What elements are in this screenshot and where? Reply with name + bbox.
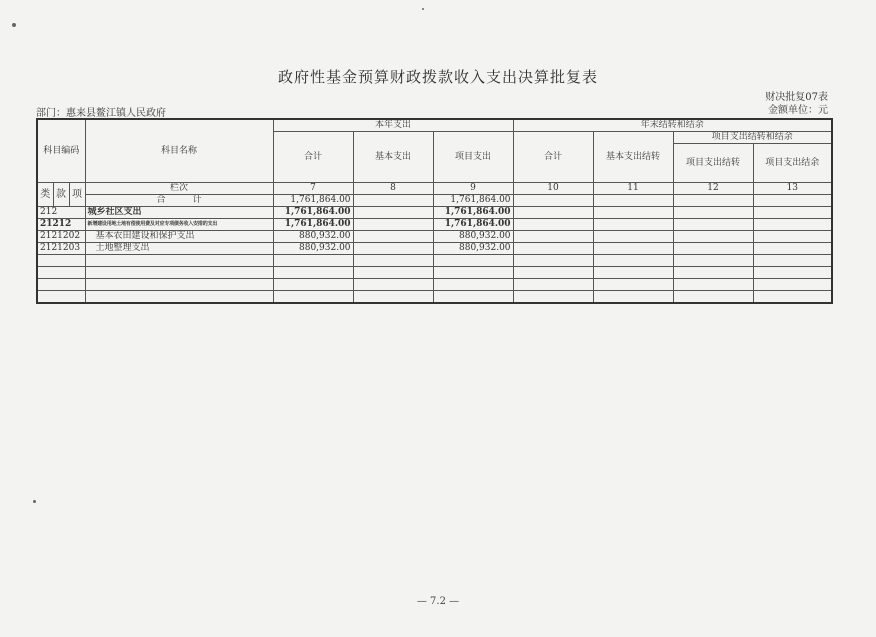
empty-cell: [273, 255, 353, 267]
header-project-carry: 项目支出结转: [673, 144, 753, 183]
empty-cell: [433, 255, 513, 267]
empty-cell: [753, 243, 832, 255]
row-project: 880,932.00: [433, 243, 513, 255]
header-year-end-balance: 年末结转和结余: [513, 119, 832, 132]
scan-speck: [12, 23, 16, 27]
header-subject-code: 科目编码: [37, 119, 85, 183]
header-item: 项: [69, 183, 85, 207]
empty-cell: [433, 279, 513, 291]
empty-cell: [353, 255, 433, 267]
row-basic: [353, 219, 433, 231]
row-total: 1,761,864.00: [273, 207, 353, 219]
empty-cell: [513, 219, 593, 231]
empty-row: [37, 267, 832, 279]
row-basic: [353, 243, 433, 255]
empty-cell: [37, 279, 85, 291]
empty-cell: [273, 267, 353, 279]
scan-speck: [422, 8, 424, 10]
empty-row: [37, 255, 832, 267]
empty-cell: [673, 279, 753, 291]
form-code: 财决批复07表: [765, 92, 828, 103]
row-project: 1,761,864.00: [433, 219, 513, 231]
header-row-1: [37, 119, 832, 132]
total-project: 1,761,864.00: [433, 195, 513, 207]
empty-cell: [753, 267, 832, 279]
department-label: 部门：惠来县鳌江镇人民政府: [36, 108, 166, 119]
header-project-balance: 项目支出结余: [753, 144, 832, 183]
scan-speck: [33, 500, 36, 503]
empty-cell: [433, 267, 513, 279]
column-index-11: 11: [593, 183, 673, 195]
empty-cell: [673, 243, 753, 255]
empty-cell: [513, 243, 593, 255]
row-basic: [353, 231, 433, 243]
empty-cell: [753, 195, 832, 207]
empty-cell: [593, 231, 673, 243]
table-row: [37, 207, 832, 219]
column-index-8: 8: [353, 183, 433, 195]
row-total: 880,932.00: [273, 231, 353, 243]
header-basic-expense: 基本支出: [353, 132, 433, 183]
header-total2: 合计: [513, 132, 593, 183]
empty-cell: [593, 255, 673, 267]
empty-cell: [753, 255, 832, 267]
page-number: — 7.2 —: [416, 596, 460, 607]
empty-cell: [37, 267, 85, 279]
empty-row: [37, 279, 832, 291]
row-code: 21212: [37, 219, 85, 231]
column-index-label: 栏次: [85, 183, 273, 195]
column-index-9: 9: [433, 183, 513, 195]
row-total: 880,932.00: [273, 243, 353, 255]
empty-cell: [593, 291, 673, 304]
table-row: [37, 219, 832, 231]
total-amount: 1,761,864.00: [273, 195, 353, 207]
page-title: 政府性基金预算财政拨款收入支出决算批复表: [277, 68, 598, 86]
empty-cell: [85, 255, 273, 267]
header-basic-carry: 基本支出结转: [593, 132, 673, 183]
empty-cell: [593, 195, 673, 207]
header-project-carry-group: 项目支出结转和结余: [673, 132, 832, 144]
empty-cell: [673, 291, 753, 304]
empty-cell: [433, 291, 513, 304]
empty-cell: [753, 231, 832, 243]
column-index-12: 12: [673, 183, 753, 195]
empty-cell: [673, 207, 753, 219]
settlement-table: [36, 118, 833, 304]
row-name: 土地整理支出: [85, 243, 273, 255]
empty-cell: [673, 195, 753, 207]
row-project: 1,761,864.00: [433, 207, 513, 219]
row-code: 2121203: [37, 243, 85, 255]
empty-cell: [85, 267, 273, 279]
header-current-year-expense: 本年支出: [273, 119, 513, 132]
empty-cell: [753, 207, 832, 219]
empty-cell: [85, 291, 273, 304]
column-index-row: [37, 183, 832, 195]
row-code: 2121202: [37, 231, 85, 243]
empty-cell: [85, 279, 273, 291]
empty-cell: [753, 279, 832, 291]
empty-cell: [513, 231, 593, 243]
row-name: 城乡社区支出: [85, 207, 273, 219]
empty-cell: [593, 279, 673, 291]
header-section: 款: [53, 183, 69, 207]
header-subject-name: 科目名称: [85, 119, 273, 183]
empty-cell: [353, 267, 433, 279]
empty-cell: [513, 267, 593, 279]
empty-cell: [673, 219, 753, 231]
empty-row: [37, 291, 832, 304]
empty-cell: [673, 255, 753, 267]
column-index-7: 7: [273, 183, 353, 195]
header-class: 类: [37, 183, 53, 207]
empty-cell: [673, 267, 753, 279]
header-project-expense: 项目支出: [433, 132, 513, 183]
empty-cell: [593, 243, 673, 255]
empty-cell: [273, 279, 353, 291]
empty-cell: [593, 267, 673, 279]
empty-cell: [513, 255, 593, 267]
row-name: 新增建设用地土地有偿使用费及对应专项债务收入安排的支出: [85, 219, 273, 231]
empty-cell: [513, 195, 593, 207]
empty-cell: [353, 291, 433, 304]
empty-cell: [273, 291, 353, 304]
empty-cell: [37, 291, 85, 304]
row-code: 212: [37, 207, 85, 219]
table-row: [37, 231, 832, 243]
empty-cell: [753, 291, 832, 304]
total-row: [37, 195, 832, 207]
table-row: [37, 243, 832, 255]
empty-cell: [37, 255, 85, 267]
column-index-10: 10: [513, 183, 593, 195]
total-basic: [353, 195, 433, 207]
empty-cell: [673, 231, 753, 243]
empty-cell: [513, 291, 593, 304]
total-label: 合 计: [85, 195, 273, 207]
header-total: 合计: [273, 132, 353, 183]
row-basic: [353, 207, 433, 219]
row-total: 1,761,864.00: [273, 219, 353, 231]
empty-cell: [353, 279, 433, 291]
row-project: 880,932.00: [433, 231, 513, 243]
empty-cell: [753, 219, 832, 231]
row-name: 基本农田建设和保护支出: [85, 231, 273, 243]
empty-cell: [593, 207, 673, 219]
empty-cell: [513, 279, 593, 291]
empty-cell: [513, 207, 593, 219]
amount-unit: 金额单位：元: [768, 105, 828, 116]
column-index-13: 13: [753, 183, 832, 195]
empty-cell: [593, 219, 673, 231]
